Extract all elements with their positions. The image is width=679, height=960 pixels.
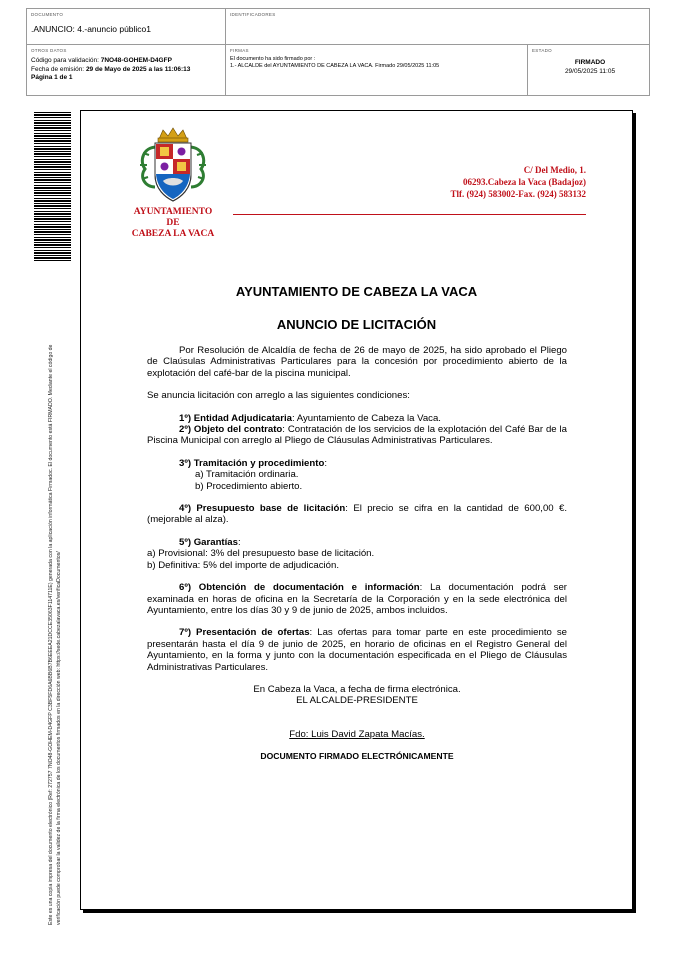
document-page	[80, 110, 633, 910]
side-note-line1: Este es una copia impresa del documento electrónico (Ref: 272757 7NO48-GOHEM-D4GFP C3BF5FD6A6BB6B7B6EEEA21DCCE35063F114711E) generada con la aplicación informática Firmadoc. El documento está FIRMADO. Mediante el código de	[48, 344, 54, 925]
condition-4-text: : El precio se cifra en la cantidad de 600,00 €. (mejorable al alza).	[147, 503, 567, 526]
side-note-line2: verificación puede comprobar la validez de la firma electrónica de los documentos firmados en la dirección web: https://sede.cabezalavaca.es/verificaDocumentos/	[55, 551, 62, 925]
document-body	[147, 345, 567, 763]
documento-cell	[27, 9, 225, 44]
estado-label: ESTADO	[532, 48, 552, 53]
firmas-line2: 1.- ALCALDE del AYUNTAMIENTO DE CABEZA LA VACA. Firmado 29/05/2025 11:05	[230, 63, 440, 69]
condition-5-text: :	[237, 536, 241, 548]
fecha-value: 29 de Mayo de 2025 a las 11:06:13	[85, 65, 191, 73]
identificadores-label: IDENTIFICADORES	[230, 12, 276, 17]
closing-line2: EL ALCALDE-PRESIDENTE	[296, 695, 418, 707]
estado-value: FIRMADO	[574, 59, 606, 66]
ayuntamiento-line3: CABEZA LA VACA	[131, 229, 215, 239]
signed-notice: DOCUMENTO FIRMADO ELECTRÓNICAMENTE	[260, 751, 454, 762]
otros-datos-label: OTROS DATOS	[31, 48, 67, 53]
documento-label: DOCUMENTO	[31, 12, 64, 17]
page-subtitle: ANUNCIO DE LICITACIÓN	[276, 317, 437, 332]
documento-value: .ANUNCIO: 4.-anuncio público1	[31, 24, 152, 34]
condition-7	[147, 627, 567, 673]
condition-4-label: 4º) Presupuesto base de licitación	[179, 503, 346, 515]
condition-2	[147, 424, 567, 447]
condition-5-a: a) Provisional: 3% del presupuesto base de licitación.	[147, 548, 375, 560]
otros-datos-values	[31, 57, 225, 83]
condition-1	[147, 413, 567, 424]
estado-cell	[527, 45, 651, 96]
condition-7-label: 7º) Presentación de ofertas	[179, 627, 310, 639]
barcode-icon	[34, 112, 71, 262]
firmas-cell	[225, 45, 527, 96]
letterhead-address	[451, 164, 586, 200]
firmas-label: FIRMAS	[230, 48, 249, 53]
condition-5	[147, 537, 567, 548]
condition-3-label: 3º) Tramitación y procedimiento	[179, 457, 325, 469]
address-line1: C/ Del Medio, 1.	[523, 165, 586, 175]
estado-fecha: 29/05/2025 11:05	[564, 67, 616, 75]
condition-2-label: 2º) Objeto del contrato	[179, 424, 283, 436]
fecha-label: Fecha de emisión:	[31, 65, 85, 73]
codigo-value: 7NO48-GOHEM-D4GFP	[100, 57, 172, 64]
condition-1-label: 1º) Entidad Adjudicataria	[179, 412, 292, 424]
address-line2: 06293.Cabeza la Vaca (Badajoz)	[463, 177, 586, 187]
pagina-text: Página 1 de 1	[31, 74, 73, 81]
condition-5-label: 5º) Garantías	[179, 536, 238, 548]
identificadores-cell	[225, 9, 651, 44]
ayuntamiento-line2: DE	[166, 218, 180, 228]
metadata-row-top	[27, 9, 649, 45]
condition-3	[147, 458, 567, 469]
condition-3-text: :	[324, 457, 327, 469]
metadata-row-bottom	[27, 45, 649, 96]
letterhead-divider	[233, 214, 586, 215]
intro-paragraph: Por Resolución de Alcaldía de fecha de 26 de mayo de 2025, ha sido aprobado el Pliego de Claúsulas Administrativas Particulares para la concesión por procedimiento abierto de la explotación del café-bar de la piscina municipal.	[147, 345, 567, 379]
verification-side-note	[48, 295, 63, 925]
ayuntamiento-name	[111, 207, 235, 240]
condition-6-text: : La documentación podrá ser examinada en horas de oficina en la Secretaría de la Corporación y en la sede electrónica del Ayuntamiento, entre los días 30 y 9 de junio de 2025, ambos incluidos.	[147, 582, 568, 616]
closing-line1: En Cabeza la Vaca, a fecha de firma electrónica.	[253, 683, 461, 695]
condition-7-text: : Las ofertas para tomar parte en este procedimiento se presentarán hasta el día 9 de junio de 2025, en horario de oficinas en el Registro General del Ayuntamiento, en la forma y junto con la documentación especificada en el Pliego de Cláusulas Administrativas Particulares.	[147, 627, 567, 673]
otros-datos-cell	[27, 45, 225, 96]
coat-of-arms-icon	[135, 125, 211, 205]
address-line3: Tlf. (924) 583002-Fax. (924) 583132	[450, 189, 586, 199]
condition-5-b: b) Definitiva: 5% del importe de adjudicación.	[147, 559, 339, 571]
document-metadata-box	[26, 8, 650, 96]
estado-values	[528, 59, 652, 76]
ayuntamiento-line1: AYUNTAMIENTO	[133, 207, 213, 217]
condition-4	[147, 503, 567, 526]
signature-line: Fdo: Luis David Zapata Macías.	[289, 728, 425, 740]
condition-1-text: : Ayuntamiento de Cabeza la Vaca.	[291, 412, 441, 424]
condition-3-a: a) Tramitación ordinaria.	[195, 469, 299, 481]
condition-2-text: : Contratación de los servicios de la explotación del Café Bar de la Piscina Municipal con arreglo al Pliego de Cláusulas Administrativas Particulares.	[147, 424, 567, 447]
firmas-line1: El documento ha sido firmado por :	[230, 56, 316, 62]
conditions-intro: Se anuncia licitación con arreglo a las siguientes condiciones:	[147, 390, 410, 402]
codigo-label: Código para validación:	[31, 57, 99, 64]
condition-6-label: 6º) Obtención de documentación e información	[179, 582, 420, 594]
firmas-values	[230, 56, 526, 70]
condition-6	[147, 582, 567, 616]
page-title: AYUNTAMIENTO DE CABEZA LA VACA	[235, 284, 478, 299]
condition-3-b: b) Procedimiento abierto.	[195, 480, 303, 492]
